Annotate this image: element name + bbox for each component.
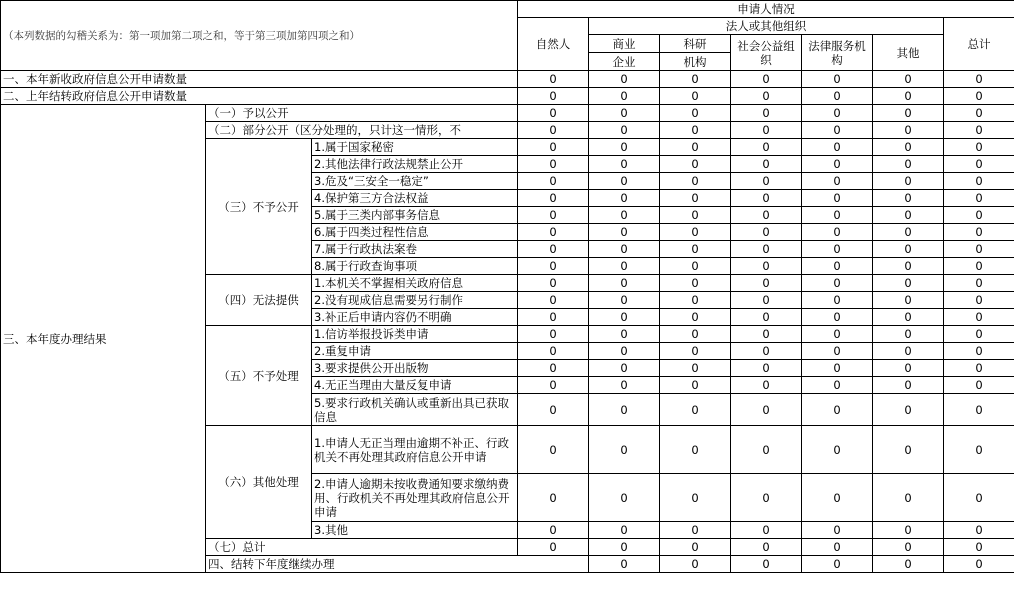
- value-cell: 0: [944, 394, 1014, 426]
- value-cell: 0: [802, 522, 873, 539]
- value-cell: 0: [873, 139, 944, 156]
- value-cell: 0: [873, 190, 944, 207]
- sub-label: 3.补正后申请内容仍不明确: [312, 309, 518, 326]
- value-cell: 0: [731, 522, 802, 539]
- value-cell: 0: [873, 275, 944, 292]
- value-cell: 0: [944, 258, 1014, 275]
- value-cell: 0: [944, 474, 1014, 522]
- sub-label: 8.属于行政查询事项: [312, 258, 518, 275]
- value-cell: 0: [660, 105, 731, 122]
- value-cell: 0: [518, 326, 589, 343]
- row-label: 四、结转下年度继续办理: [206, 556, 589, 573]
- sub-label: 2.重复申请: [312, 343, 518, 360]
- value-cell: 0: [518, 474, 589, 522]
- commercial-header-a: 商业: [589, 35, 660, 53]
- value-cell: 0: [802, 394, 873, 426]
- value-cell: 0: [802, 474, 873, 522]
- value-cell: 0: [589, 326, 660, 343]
- value-cell: 0: [802, 258, 873, 275]
- value-cell: 0: [731, 105, 802, 122]
- value-cell: 0: [589, 88, 660, 105]
- sub-label: 5.属于三类内部事务信息: [312, 207, 518, 224]
- value-cell: 0: [731, 122, 802, 139]
- value-cell: 0: [660, 522, 731, 539]
- value-cell: 0: [873, 522, 944, 539]
- value-cell: 0: [518, 426, 589, 474]
- value-cell: 0: [589, 360, 660, 377]
- value-cell: 0: [873, 88, 944, 105]
- value-cell: 0: [731, 190, 802, 207]
- value-cell: 0: [518, 522, 589, 539]
- value-cell: 0: [589, 556, 660, 573]
- value-cell: 0: [873, 122, 944, 139]
- other-header: 其他: [873, 35, 944, 71]
- natural-person-header: 自然人: [518, 18, 589, 71]
- value-cell: 0: [731, 309, 802, 326]
- value-cell: 0: [873, 360, 944, 377]
- value-cell: 0: [802, 207, 873, 224]
- value-cell: 0: [660, 88, 731, 105]
- value-cell: 0: [660, 539, 731, 556]
- research-header-a: 科研: [660, 35, 731, 53]
- value-cell: 0: [873, 292, 944, 309]
- group-label: （一）予以公开: [206, 105, 518, 122]
- value-cell: 0: [731, 556, 802, 573]
- value-cell: 0: [802, 122, 873, 139]
- value-cell: 0: [518, 309, 589, 326]
- value-cell: 0: [589, 292, 660, 309]
- value-cell: 0: [944, 122, 1014, 139]
- value-cell: 0: [944, 241, 1014, 258]
- value-cell: 0: [518, 539, 589, 556]
- value-cell: 0: [589, 207, 660, 224]
- value-cell: 0: [873, 556, 944, 573]
- value-cell: 0: [660, 343, 731, 360]
- value-cell: 0: [944, 326, 1014, 343]
- group-label: （四）无法提供: [206, 275, 312, 326]
- group-label: （五）不予处理: [206, 326, 312, 426]
- group-label: （六）其他处理: [206, 426, 312, 539]
- sub-label: 4.保护第三方合法权益: [312, 190, 518, 207]
- value-cell: 0: [660, 360, 731, 377]
- value-cell: 0: [660, 156, 731, 173]
- value-cell: 0: [589, 241, 660, 258]
- value-cell: 0: [873, 156, 944, 173]
- value-cell: 0: [944, 275, 1014, 292]
- value-cell: 0: [731, 326, 802, 343]
- research-header-b: 机构: [660, 53, 731, 71]
- value-cell: 0: [802, 88, 873, 105]
- group-label: （七）总计: [206, 539, 518, 556]
- value-cell: 0: [518, 156, 589, 173]
- value-cell: 0: [660, 258, 731, 275]
- value-cell: 0: [802, 105, 873, 122]
- value-cell: 0: [873, 474, 944, 522]
- value-cell: 0: [660, 292, 731, 309]
- value-cell: 0: [589, 122, 660, 139]
- value-cell: 0: [589, 343, 660, 360]
- value-cell: 0: [660, 241, 731, 258]
- row-label: 二、上年结转政府信息公开申请数量: [1, 88, 518, 105]
- value-cell: 0: [518, 394, 589, 426]
- value-cell: 0: [802, 539, 873, 556]
- group-label: （二）部分公开（区分处理的，只计这一情形，不: [206, 122, 518, 139]
- value-cell: 0: [731, 88, 802, 105]
- public-welfare-header: 社会公益组织: [731, 35, 802, 71]
- value-cell: 0: [660, 394, 731, 426]
- value-cell: 0: [731, 71, 802, 88]
- sub-label: 1.信访举报投诉类申请: [312, 326, 518, 343]
- value-cell: 0: [944, 309, 1014, 326]
- sub-label: 1.本机关不掌握相关政府信息: [312, 275, 518, 292]
- value-cell: 0: [944, 522, 1014, 539]
- law-service-header: 法律服务机构: [802, 35, 873, 71]
- value-cell: 0: [731, 258, 802, 275]
- sub-label: 2.没有现成信息需要另行制作: [312, 292, 518, 309]
- value-cell: 0: [731, 241, 802, 258]
- value-cell: 0: [873, 224, 944, 241]
- value-cell: 0: [660, 173, 731, 190]
- value-cell: 0: [873, 105, 944, 122]
- value-cell: 0: [518, 377, 589, 394]
- row-label: 三、本年度办理结果: [1, 105, 206, 573]
- value-cell: 0: [802, 139, 873, 156]
- value-cell: 0: [518, 258, 589, 275]
- value-cell: 0: [944, 88, 1014, 105]
- applicant-header: 申请人情况: [518, 1, 1014, 18]
- value-cell: 0: [660, 122, 731, 139]
- value-cell: 0: [731, 360, 802, 377]
- value-cell: 0: [873, 377, 944, 394]
- value-cell: 0: [589, 522, 660, 539]
- value-cell: 0: [589, 190, 660, 207]
- value-cell: 0: [944, 190, 1014, 207]
- value-cell: 0: [660, 190, 731, 207]
- value-cell: 0: [518, 139, 589, 156]
- value-cell: 0: [660, 139, 731, 156]
- value-cell: 0: [660, 224, 731, 241]
- sub-label: 7.属于行政执法案卷: [312, 241, 518, 258]
- value-cell: 0: [589, 394, 660, 426]
- value-cell: 0: [944, 156, 1014, 173]
- value-cell: 0: [944, 556, 1014, 573]
- value-cell: 0: [589, 224, 660, 241]
- sub-label: 1.申请人无正当理由逾期不补正、行政机关不再处理其政府信息公开申请: [312, 426, 518, 474]
- value-cell: 0: [802, 156, 873, 173]
- sub-label: 4.无正当理由大量反复申请: [312, 377, 518, 394]
- value-cell: 0: [944, 377, 1014, 394]
- value-cell: 0: [589, 71, 660, 88]
- value-cell: 0: [944, 292, 1014, 309]
- value-cell: 0: [944, 224, 1014, 241]
- value-cell: 0: [731, 207, 802, 224]
- legal-entity-header: 法人或其他组织: [589, 18, 944, 35]
- sub-label: 2.申请人逾期未按收费通知要求缴纳费用、行政机关不再处理其政府信息公开申请: [312, 474, 518, 522]
- value-cell: 0: [731, 426, 802, 474]
- value-cell: 0: [731, 394, 802, 426]
- value-cell: 0: [731, 139, 802, 156]
- value-cell: 0: [944, 139, 1014, 156]
- value-cell: 0: [802, 275, 873, 292]
- value-cell: 0: [944, 105, 1014, 122]
- value-cell: 0: [944, 207, 1014, 224]
- value-cell: 0: [589, 258, 660, 275]
- value-cell: 0: [518, 224, 589, 241]
- value-cell: 0: [731, 275, 802, 292]
- value-cell: 0: [944, 173, 1014, 190]
- commercial-header-b: 企业: [589, 53, 660, 71]
- value-cell: 0: [660, 474, 731, 522]
- sub-label: 3.要求提供公开出版物: [312, 360, 518, 377]
- total-header: 总计: [944, 18, 1014, 71]
- value-cell: 0: [660, 377, 731, 394]
- value-cell: 0: [518, 241, 589, 258]
- value-cell: 0: [873, 394, 944, 426]
- value-cell: 0: [660, 326, 731, 343]
- value-cell: 0: [589, 139, 660, 156]
- value-cell: 0: [802, 71, 873, 88]
- value-cell: 0: [802, 426, 873, 474]
- value-cell: 0: [660, 207, 731, 224]
- value-cell: 0: [802, 377, 873, 394]
- value-cell: 0: [518, 88, 589, 105]
- value-cell: 0: [589, 156, 660, 173]
- value-cell: 0: [802, 326, 873, 343]
- table-note: （本列数据的勾稽关系为：第一项加第二项之和，等于第三项加第四项之和）: [1, 1, 518, 71]
- sub-label: 3.危及“三安全一稳定”: [312, 173, 518, 190]
- value-cell: 0: [944, 426, 1014, 474]
- value-cell: 0: [589, 173, 660, 190]
- value-cell: 0: [660, 309, 731, 326]
- value-cell: 0: [731, 539, 802, 556]
- value-cell: 0: [802, 190, 873, 207]
- value-cell: 0: [660, 556, 731, 573]
- value-cell: 0: [518, 275, 589, 292]
- value-cell: 0: [873, 258, 944, 275]
- value-cell: 0: [944, 343, 1014, 360]
- value-cell: 0: [589, 474, 660, 522]
- value-cell: 0: [873, 71, 944, 88]
- value-cell: 0: [589, 539, 660, 556]
- value-cell: 0: [660, 426, 731, 474]
- value-cell: 0: [518, 190, 589, 207]
- value-cell: 0: [518, 207, 589, 224]
- value-cell: 0: [873, 207, 944, 224]
- value-cell: 0: [518, 360, 589, 377]
- value-cell: 0: [731, 292, 802, 309]
- value-cell: 0: [873, 539, 944, 556]
- value-cell: 0: [518, 343, 589, 360]
- value-cell: 0: [589, 377, 660, 394]
- group-label: （三）不予公开: [206, 139, 312, 275]
- value-cell: 0: [518, 292, 589, 309]
- value-cell: 0: [802, 292, 873, 309]
- value-cell: 0: [802, 343, 873, 360]
- value-cell: 0: [518, 105, 589, 122]
- value-cell: 0: [731, 224, 802, 241]
- value-cell: 0: [873, 426, 944, 474]
- value-cell: 0: [873, 173, 944, 190]
- value-cell: 0: [802, 241, 873, 258]
- value-cell: 0: [589, 426, 660, 474]
- value-cell: 0: [873, 309, 944, 326]
- value-cell: 0: [660, 275, 731, 292]
- value-cell: 0: [802, 556, 873, 573]
- value-cell: 0: [731, 156, 802, 173]
- row-label: 一、本年新收政府信息公开申请数量: [1, 71, 518, 88]
- sub-label: 6.属于四类过程性信息: [312, 224, 518, 241]
- value-cell: 0: [518, 173, 589, 190]
- value-cell: 0: [589, 275, 660, 292]
- value-cell: 0: [518, 71, 589, 88]
- value-cell: 0: [873, 326, 944, 343]
- value-cell: 0: [802, 309, 873, 326]
- value-cell: 0: [802, 360, 873, 377]
- value-cell: 0: [660, 71, 731, 88]
- sub-label: 1.属于国家秘密: [312, 139, 518, 156]
- sub-label: 5.要求行政机关确认或重新出具已获取信息: [312, 394, 518, 426]
- value-cell: 0: [873, 241, 944, 258]
- value-cell: 0: [944, 539, 1014, 556]
- value-cell: 0: [944, 71, 1014, 88]
- value-cell: 0: [802, 224, 873, 241]
- value-cell: 0: [731, 173, 802, 190]
- value-cell: 0: [589, 105, 660, 122]
- value-cell: 0: [731, 343, 802, 360]
- sub-label: 3.其他: [312, 522, 518, 539]
- value-cell: 0: [589, 309, 660, 326]
- value-cell: 0: [944, 360, 1014, 377]
- sub-label: 2.其他法律行政法规禁止公开: [312, 156, 518, 173]
- value-cell: 0: [731, 377, 802, 394]
- value-cell: 0: [873, 343, 944, 360]
- value-cell: 0: [518, 122, 589, 139]
- value-cell: 0: [731, 474, 802, 522]
- value-cell: 0: [802, 173, 873, 190]
